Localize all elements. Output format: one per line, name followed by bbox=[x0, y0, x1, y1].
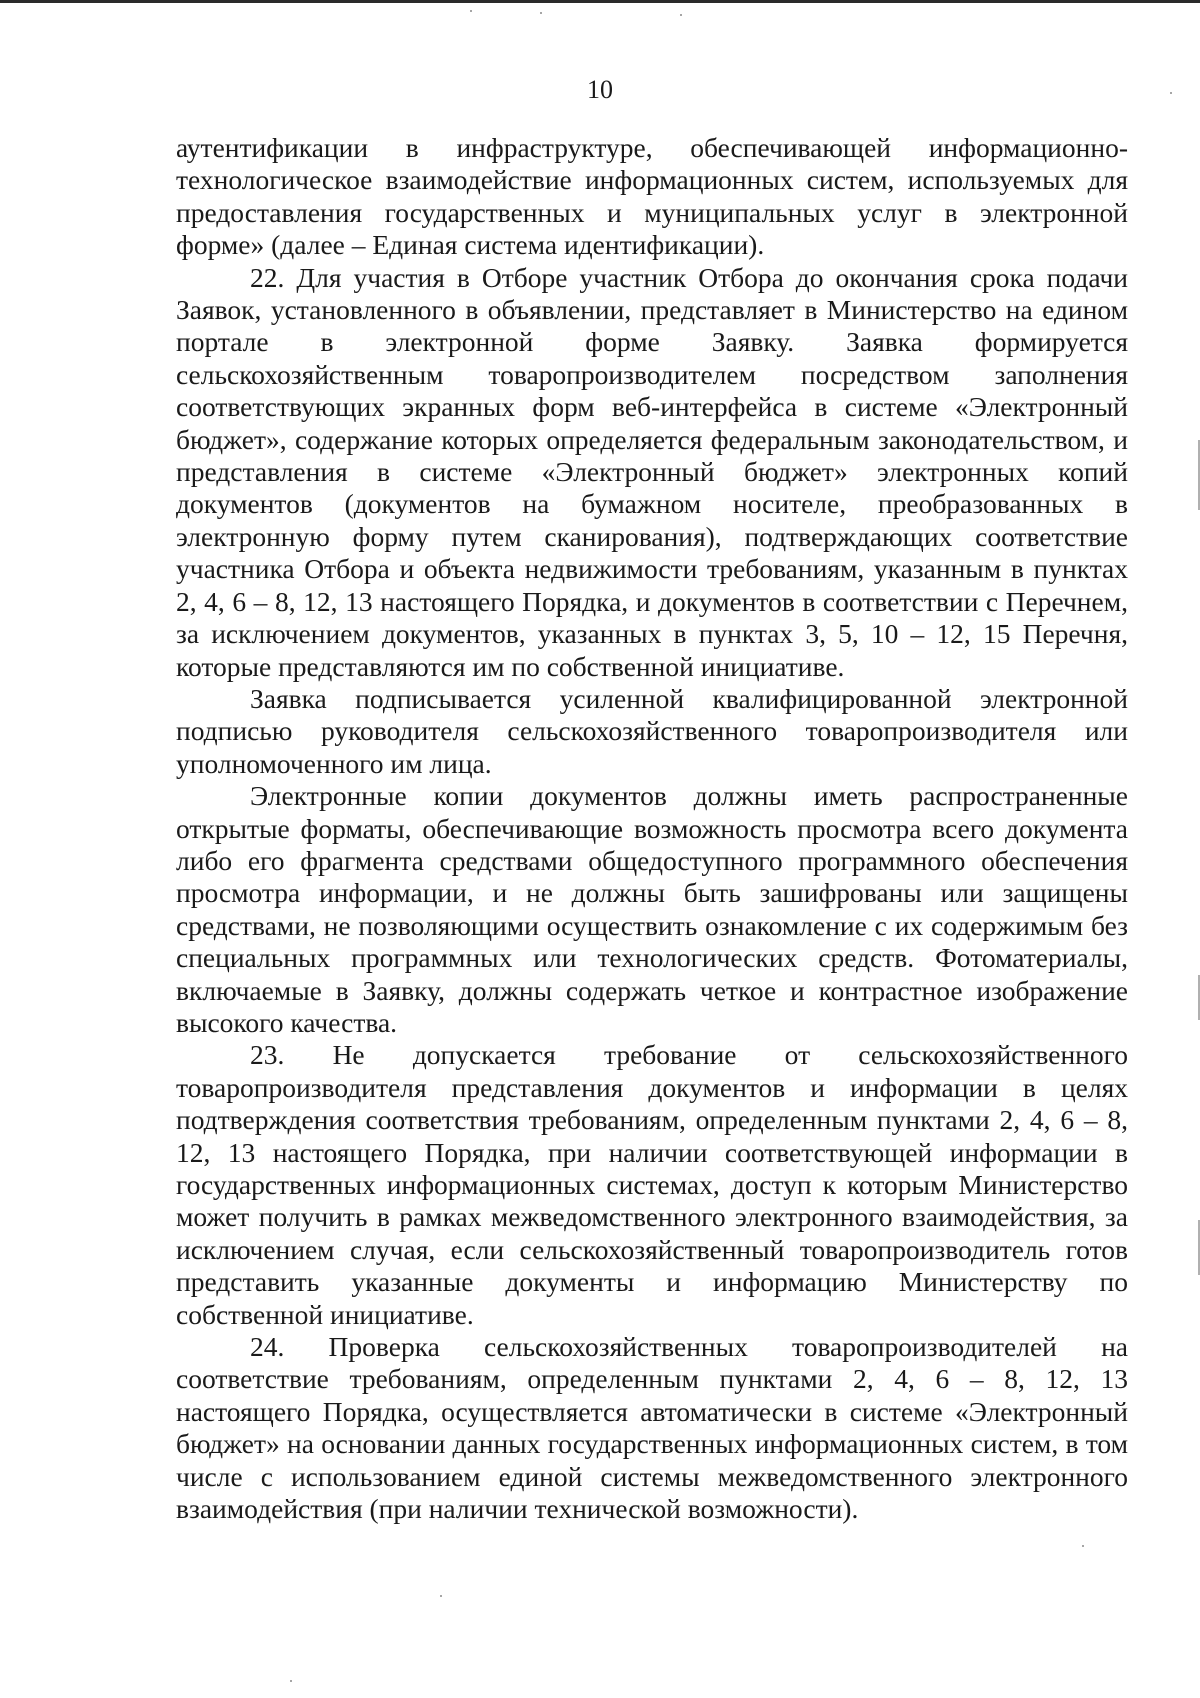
scan-speck bbox=[440, 1595, 442, 1597]
scan-top-edge bbox=[0, 0, 1200, 3]
paragraph-clause-24: 24. Проверка сельскохозяйственных товаропроизводителей на соответствие требованиям, определенным пунктами 2, 4, 6 – 8, 12, 13 настоящего Порядка, осуществляется автоматически в системе «Электронный бюджет» на основании данных государственных информационных систем, в том числе с использованием единой системы межведомственного электронного взаимодействия (при наличии технической возможности). bbox=[176, 1331, 1128, 1525]
paragraph-electronic-copies: Электронные копии документов должны иметь распространенные открытые форматы, обеспечивающие возможность просмотра всего документа либо его фрагмента средствами общедоступного программного обеспечения просмотра информации, и не должны быть зашифрованы или защищены средствами, не позволяющими осуществить ознакомление с их содержимым без специальных программных или технологических средств. Фотоматериалы, включаемые в Заявку, должны содержать четкое и контрастное изображение высокого качества. bbox=[176, 780, 1128, 1038]
paragraph-clause-23: 23. Не допускается требование от сельскохозяйственного товаропроизводителя представления документов и информации в целях подтверждения соответствия требованиям, определенным пунктами 2, 4, 6 – 8, 12, 13 настоящего Порядка, при наличии соответствующей информации в государственных информационных системах, доступ к которым Министерство может получить в рамках межведомственного электронного взаимодействия, за исключением случая, если сельскохозяйственный товаропроизводитель готов представить указанные документы и информацию Министерству по собственной инициативе. bbox=[176, 1039, 1128, 1330]
scan-speck bbox=[290, 1680, 292, 1682]
scan-speck bbox=[540, 12, 542, 14]
page-number: 10 bbox=[587, 75, 613, 104]
scan-speck bbox=[680, 14, 682, 16]
paragraph-authentication-continued: аутентификации в инфраструктуре, обеспечивающей информационно-технологическое взаимодействие информационных систем, используемых для предоставления государственных и муниципальных услуг в электронной форме» (далее – Единая система идентификации). bbox=[176, 132, 1128, 261]
scan-speck bbox=[470, 10, 472, 12]
paragraph-signature-requirement: Заявка подписывается усиленной квалифицированной электронной подписью руководителя сельскохозяйственного товаропроизводителя или уполномоченного им лица. bbox=[176, 682, 1128, 779]
scan-speck bbox=[1082, 1545, 1084, 1547]
document-body bbox=[176, 132, 1128, 1525]
paragraph-clause-22: 22. Для участия в Отборе участник Отбора до окончания срока подачи Заявок, установленного в объявлении, представляет в Министерство на едином портале в электронной форме Заявку. Заявка формируется сельскохозяйственным товаропроизводителем посредством заполнения соответствующих экранных форм веб-интерфейса в системе «Электронный бюджет», содержание которых определяется федеральным законодательством, и представления в системе «Электронный бюджет» электронных копий документов (документов на бумажном носителе, преобразованных в электронную форму путем сканирования), подтверждающих соответствие участника Отбора и объекта недвижимости требованиям, указанным в пунктах 2, 4, 6 – 8, 12, 13 настоящего Порядка, и документов в соответствии с Перечнем, за исключением документов, указанных в пунктах 3, 5, 10 – 12, 15 Перечня, которые представляются им по собственной инициативе. bbox=[176, 261, 1128, 682]
